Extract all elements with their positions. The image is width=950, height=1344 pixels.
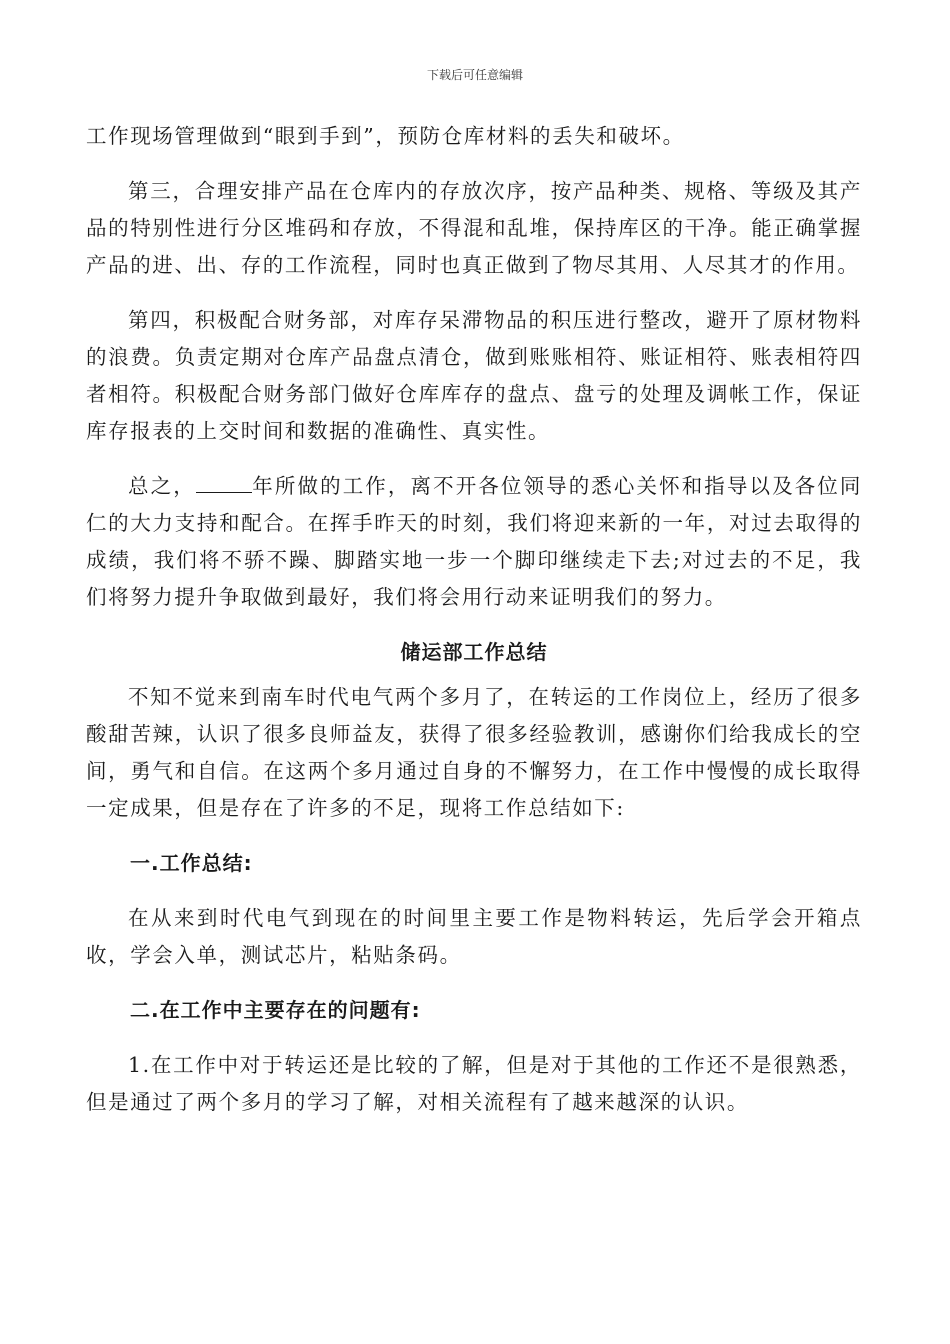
paragraph-continuation: 工作现场管理做到“眼到手到”，预防仓库材料的丢失和破坏。 <box>86 124 685 148</box>
conclusion-rest: 年所做的工作，离不开各位领导的悉心关怀和指导以及各位同仁的大力支持和配合。在挥手昨天的时刻，我们将迎来新的一年，对过去取得的成绩，我们将不骄不躁、脚踏实地一步一个脚印继续走下去;对过去的不足，我们将努力提升争取做到最好，我们将会用行动来证明我们的努力。 <box>86 474 862 609</box>
conclusion-start: 总之， <box>128 474 196 498</box>
page-header-note: 下载后可任意编辑 <box>426 68 523 82</box>
paragraph-third-point: 第三，合理安排产品在仓库内的存放次序，按产品种类、规格、等级及其产品的特别性进行分区堆码和存放，不得混和乱堆，保持库区的干净。能正确掌握产品的进、出、存的工作流程，同时也真正做到了物尽其用、人尽其才的作用。 <box>86 179 862 277</box>
paragraph-fourth-point: 第四，积极配合财务部，对库存呆滞物品的积压进行整改，避开了原材物料的浪费。负责定期对仓库产品盘点清仓，做到账账相符、账证相符、账表相符四者相符。积极配合财务部门做好仓库库存的盘点、盘亏的处理及调帐工作，保证库存报表的上交时间和数据的准确性、真实性。 <box>86 308 862 443</box>
document-body <box>86 118 862 1121</box>
section-title: 储运部工作总结 <box>400 640 548 664</box>
paragraph-intro: 不知不觉来到南车时代电气两个多月了，在转运的工作岗位上，经历了很多酸甜苦辣，认识了很多良师益友，获得了很多经验教训，感谢你们给我成长的空间，勇气和自信。在这两个多月通过自身的不懈努力，在工作中慢慢的成长取得一定成果，但是存在了许多的不足，现将工作总结如下: <box>86 685 862 820</box>
paragraph-problem-1: 1.在工作中对于转运还是比较的了解，但是对于其他的工作还不是很熟悉，但是通过了两个多月的学习了解，对相关流程有了越来越深的认识。 <box>86 1053 862 1114</box>
heading-work-summary: 一.工作总结: <box>130 851 253 875</box>
heading-problems: 二.在工作中主要存在的问题有: <box>130 998 421 1022</box>
year-blank <box>196 474 252 493</box>
paragraph-work-summary: 在从来到时代电气到现在的时间里主要工作是物料转运，先后学会开箱点收，学会入单，测试芯片，粘贴条码。 <box>86 906 862 967</box>
paragraph-conclusion <box>86 468 862 616</box>
